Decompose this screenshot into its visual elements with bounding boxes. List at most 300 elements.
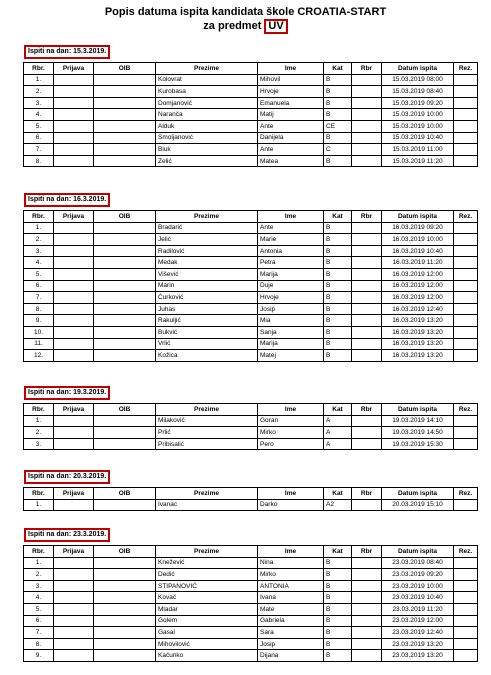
table-row xyxy=(24,338,478,350)
table-row xyxy=(24,222,478,234)
empty-cell xyxy=(94,603,156,615)
empty-cell xyxy=(54,109,94,121)
prezime-cell: Kurobasa xyxy=(156,86,258,98)
empty-cell xyxy=(352,109,382,121)
datum-cell: 23.03.2019 12:00 xyxy=(382,615,454,627)
prezime-cell: Kovač xyxy=(156,592,258,604)
empty-cell xyxy=(352,557,382,569)
kat-cell: B xyxy=(324,97,352,109)
table-row xyxy=(24,638,478,650)
prezime-cell: Kolovrat xyxy=(156,74,258,86)
column-header: Kat xyxy=(324,63,352,75)
ime-cell: Emanuela xyxy=(258,97,324,109)
empty-cell xyxy=(454,627,478,639)
section-date-label: Ispiti na dan: 23.3.2019. xyxy=(24,528,110,542)
table-row xyxy=(24,257,478,269)
page-subtitle xyxy=(0,19,491,34)
ime-cell: Josip xyxy=(258,638,324,650)
table-header-row xyxy=(24,404,478,416)
column-header: Prijava xyxy=(54,211,94,223)
row-number-cell: 2. xyxy=(24,86,54,98)
column-header: Kat xyxy=(324,488,352,500)
row-number-cell: 2. xyxy=(24,427,54,439)
column-header: Rbr. xyxy=(24,546,54,558)
prezime-cell: Mladar xyxy=(156,603,258,615)
empty-cell xyxy=(54,557,94,569)
empty-cell xyxy=(454,315,478,327)
empty-cell xyxy=(352,580,382,592)
empty-cell xyxy=(54,438,94,450)
column-header: Rbr xyxy=(352,63,382,75)
column-header: Prijava xyxy=(54,63,94,75)
datum-cell: 23.03.2019 13:20 xyxy=(382,638,454,650)
datum-cell: 15.03.2019 10:40 xyxy=(382,132,454,144)
table-row xyxy=(24,326,478,338)
section-date-label: Ispiti na dan: 16.3.2019. xyxy=(24,193,110,207)
empty-cell xyxy=(54,350,94,362)
empty-cell xyxy=(454,569,478,581)
empty-cell xyxy=(352,222,382,234)
datum-cell: 23.03.2019 11:20 xyxy=(382,603,454,615)
empty-cell xyxy=(54,650,94,662)
empty-cell xyxy=(94,638,156,650)
datum-cell: 15.03.2019 08:40 xyxy=(382,86,454,98)
table-header-row xyxy=(24,63,478,75)
empty-cell xyxy=(54,627,94,639)
row-number-cell: 2. xyxy=(24,234,54,246)
empty-cell xyxy=(454,234,478,246)
prezime-cell: Marin xyxy=(156,280,258,292)
empty-cell xyxy=(352,627,382,639)
column-header: Prezime xyxy=(156,211,258,223)
row-number-cell: 7. xyxy=(24,292,54,304)
kat-cell: B xyxy=(324,280,352,292)
prezime-cell: Zelić xyxy=(156,155,258,167)
row-number-cell: 1. xyxy=(24,222,54,234)
column-header: Prezime xyxy=(156,488,258,500)
exam-table xyxy=(23,545,478,662)
empty-cell xyxy=(94,120,156,132)
column-header: Rez. xyxy=(454,546,478,558)
datum-cell: 16.03.2019 13:20 xyxy=(382,315,454,327)
kat-cell: B xyxy=(324,603,352,615)
empty-cell xyxy=(352,427,382,439)
empty-cell xyxy=(54,326,94,338)
row-number-cell: 9. xyxy=(24,315,54,327)
column-header: Ime xyxy=(258,63,324,75)
empty-cell xyxy=(54,415,94,427)
empty-cell xyxy=(352,245,382,257)
column-header: Prezime xyxy=(156,404,258,416)
empty-cell xyxy=(94,257,156,269)
empty-cell xyxy=(94,280,156,292)
datum-cell: 16.03.2019 10:00 xyxy=(382,234,454,246)
ime-cell: Mate xyxy=(258,603,324,615)
row-number-cell: 6. xyxy=(24,280,54,292)
empty-cell xyxy=(454,132,478,144)
empty-cell xyxy=(94,592,156,604)
datum-cell: 23.03.2019 13:20 xyxy=(382,650,454,662)
row-number-cell: 1. xyxy=(24,557,54,569)
empty-cell xyxy=(454,280,478,292)
ime-cell: Ivana xyxy=(258,592,324,604)
column-header: Ime xyxy=(258,488,324,500)
row-number-cell: 2. xyxy=(24,569,54,581)
empty-cell xyxy=(352,86,382,98)
column-header: Rbr xyxy=(352,211,382,223)
table-row xyxy=(24,499,478,511)
empty-cell xyxy=(94,438,156,450)
row-number-cell: 8. xyxy=(24,155,54,167)
empty-cell xyxy=(54,155,94,167)
kat-cell: B xyxy=(324,627,352,639)
row-number-cell: 5. xyxy=(24,120,54,132)
kat-cell: A xyxy=(324,415,352,427)
empty-cell xyxy=(454,303,478,315)
kat-cell: B xyxy=(324,615,352,627)
empty-cell xyxy=(352,74,382,86)
empty-cell xyxy=(54,268,94,280)
section-date-label: Ispiti na dan: 19.3.2019. xyxy=(24,386,110,400)
kat-cell: B xyxy=(324,557,352,569)
table-row xyxy=(24,557,478,569)
empty-cell xyxy=(454,557,478,569)
table-row xyxy=(24,155,478,167)
empty-cell xyxy=(454,638,478,650)
empty-cell xyxy=(94,155,156,167)
table-row xyxy=(24,603,478,615)
empty-cell xyxy=(454,268,478,280)
table-row xyxy=(24,650,478,662)
empty-cell xyxy=(54,592,94,604)
empty-cell xyxy=(94,650,156,662)
empty-cell xyxy=(352,280,382,292)
empty-cell xyxy=(352,603,382,615)
empty-cell xyxy=(54,97,94,109)
prezime-cell: Domjanović xyxy=(156,97,258,109)
column-header: Rez. xyxy=(454,211,478,223)
empty-cell xyxy=(94,569,156,581)
column-header: OIB xyxy=(94,211,156,223)
subtitle-prefix: za predmet xyxy=(203,20,262,32)
empty-cell xyxy=(94,303,156,315)
row-number-cell: 1. xyxy=(24,499,54,511)
empty-cell xyxy=(454,650,478,662)
empty-cell xyxy=(54,638,94,650)
empty-cell xyxy=(54,603,94,615)
datum-cell: 15.03.2019 10:00 xyxy=(382,109,454,121)
row-number-cell: 3. xyxy=(24,97,54,109)
empty-cell xyxy=(94,109,156,121)
empty-cell xyxy=(54,315,94,327)
column-header: Rez. xyxy=(454,63,478,75)
exam-table xyxy=(23,62,478,167)
kat-cell: B xyxy=(324,638,352,650)
kat-cell: B xyxy=(324,132,352,144)
column-header: Rbr. xyxy=(24,63,54,75)
ime-cell: Mirko xyxy=(258,569,324,581)
empty-cell xyxy=(54,280,94,292)
table-row xyxy=(24,315,478,327)
empty-cell xyxy=(54,427,94,439)
row-number-cell: 8. xyxy=(24,638,54,650)
ime-cell: Marija xyxy=(258,268,324,280)
empty-cell xyxy=(94,580,156,592)
prezime-cell: STIPANOVIĆ xyxy=(156,580,258,592)
empty-cell xyxy=(94,415,156,427)
row-number-cell: 7. xyxy=(24,627,54,639)
empty-cell xyxy=(94,86,156,98)
column-header: Datum ispita xyxy=(382,404,454,416)
prezime-cell: Dedić xyxy=(156,569,258,581)
prezime-cell: Ivanac xyxy=(156,499,258,511)
datum-cell: 19.03.2019 15:30 xyxy=(382,438,454,450)
kat-cell: C xyxy=(324,144,352,156)
empty-cell xyxy=(94,97,156,109)
exam-table xyxy=(23,487,478,511)
column-header: OIB xyxy=(94,63,156,75)
empty-cell xyxy=(454,615,478,627)
empty-cell xyxy=(94,350,156,362)
row-number-cell: 4. xyxy=(24,109,54,121)
empty-cell xyxy=(352,97,382,109)
empty-cell xyxy=(454,427,478,439)
ime-cell: Matij xyxy=(258,109,324,121)
empty-cell xyxy=(94,557,156,569)
column-header: Rez. xyxy=(454,488,478,500)
empty-cell xyxy=(352,650,382,662)
empty-cell xyxy=(352,268,382,280)
ime-cell: Josip xyxy=(258,303,324,315)
empty-cell xyxy=(352,592,382,604)
empty-cell xyxy=(352,350,382,362)
empty-cell xyxy=(54,86,94,98)
row-number-cell: 3. xyxy=(24,438,54,450)
empty-cell xyxy=(454,245,478,257)
ime-cell: Goran xyxy=(258,415,324,427)
datum-cell: 16.03.2019 12:00 xyxy=(382,268,454,280)
empty-cell xyxy=(54,569,94,581)
empty-cell xyxy=(94,326,156,338)
kat-cell: B xyxy=(324,350,352,362)
column-header: Kat xyxy=(324,404,352,416)
table-row xyxy=(24,569,478,581)
ime-cell: ANTONIA xyxy=(258,580,324,592)
empty-cell xyxy=(54,580,94,592)
datum-cell: 23.03.2019 12:40 xyxy=(382,627,454,639)
ime-cell: Sanja xyxy=(258,326,324,338)
empty-cell xyxy=(94,245,156,257)
datum-cell: 19.03.2019 14:50 xyxy=(382,427,454,439)
table-row xyxy=(24,144,478,156)
empty-cell xyxy=(54,338,94,350)
empty-cell xyxy=(454,499,478,511)
empty-cell xyxy=(352,638,382,650)
kat-cell: B xyxy=(324,109,352,121)
prezime-cell: Kožica xyxy=(156,350,258,362)
kat-cell: B xyxy=(324,257,352,269)
kat-cell: B xyxy=(324,338,352,350)
empty-cell xyxy=(94,427,156,439)
kat-cell: B xyxy=(324,592,352,604)
column-header: Kat xyxy=(324,546,352,558)
ime-cell: Matea xyxy=(258,155,324,167)
empty-cell xyxy=(54,257,94,269)
row-number-cell: 8. xyxy=(24,303,54,315)
table-row xyxy=(24,580,478,592)
table-row xyxy=(24,109,478,121)
empty-cell xyxy=(94,499,156,511)
kat-cell: B xyxy=(324,326,352,338)
empty-cell xyxy=(454,292,478,304)
table-row xyxy=(24,303,478,315)
ime-cell: Duje xyxy=(258,280,324,292)
empty-cell xyxy=(454,592,478,604)
datum-cell: 15.03.2019 09:20 xyxy=(382,97,454,109)
kat-cell: B xyxy=(324,222,352,234)
prezime-cell: Alduk xyxy=(156,120,258,132)
kat-cell: B xyxy=(324,292,352,304)
prezime-cell: Medak xyxy=(156,257,258,269)
empty-cell xyxy=(454,326,478,338)
empty-cell xyxy=(54,292,94,304)
empty-cell xyxy=(352,234,382,246)
empty-cell xyxy=(454,415,478,427)
datum-cell: 16.03.2019 13:20 xyxy=(382,350,454,362)
datum-cell: 16.03.2019 13:20 xyxy=(382,338,454,350)
empty-cell xyxy=(94,144,156,156)
datum-cell: 23.03.2019 09:20 xyxy=(382,569,454,581)
row-number-cell: 9. xyxy=(24,650,54,662)
kat-cell: CE xyxy=(324,120,352,132)
column-header: Rbr xyxy=(352,404,382,416)
datum-cell: 15.03.2019 10:00 xyxy=(382,120,454,132)
table-row xyxy=(24,615,478,627)
table-row xyxy=(24,74,478,86)
column-header: Datum ispita xyxy=(382,546,454,558)
empty-cell xyxy=(94,268,156,280)
prezime-cell: Juhas xyxy=(156,303,258,315)
ime-cell: Sara xyxy=(258,627,324,639)
empty-cell xyxy=(94,234,156,246)
prezime-cell: Bradarić xyxy=(156,222,258,234)
table-row xyxy=(24,97,478,109)
kat-cell: B xyxy=(324,303,352,315)
prezime-cell: Smoljanović xyxy=(156,132,258,144)
ime-cell: Danijela xyxy=(258,132,324,144)
datum-cell: 16.03.2019 12:00 xyxy=(382,280,454,292)
kat-cell: A xyxy=(324,427,352,439)
kat-cell: B xyxy=(324,234,352,246)
datum-cell: 19.03.2019 14:10 xyxy=(382,415,454,427)
ime-cell: Pero xyxy=(258,438,324,450)
datum-cell: 15.03.2019 11:00 xyxy=(382,144,454,156)
empty-cell xyxy=(454,144,478,156)
exam-table xyxy=(23,210,478,362)
row-number-cell: 5. xyxy=(24,603,54,615)
empty-cell xyxy=(352,144,382,156)
column-header: Ime xyxy=(258,211,324,223)
table-header-row xyxy=(24,211,478,223)
empty-cell xyxy=(454,155,478,167)
prezime-cell: Ćurković xyxy=(156,292,258,304)
datum-cell: 15.03.2019 11:20 xyxy=(382,155,454,167)
datum-cell: 20.03.2019 15:10 xyxy=(382,499,454,511)
kat-cell: B xyxy=(324,569,352,581)
ime-cell: Darko xyxy=(258,499,324,511)
empty-cell xyxy=(54,144,94,156)
row-number-cell: 12. xyxy=(24,350,54,362)
datum-cell: 16.03.2019 10:40 xyxy=(382,245,454,257)
empty-cell xyxy=(352,155,382,167)
ime-cell: Marie xyxy=(258,234,324,246)
kat-cell: B xyxy=(324,650,352,662)
ime-cell: Nina xyxy=(258,557,324,569)
exam-table xyxy=(23,403,478,450)
row-number-cell: 1. xyxy=(24,74,54,86)
empty-cell xyxy=(352,326,382,338)
row-number-cell: 7. xyxy=(24,144,54,156)
empty-cell xyxy=(94,292,156,304)
table-row xyxy=(24,427,478,439)
column-header: Ime xyxy=(258,546,324,558)
row-number-cell: 6. xyxy=(24,132,54,144)
table-row xyxy=(24,280,478,292)
ime-cell: Hrvoje xyxy=(258,86,324,98)
table-row xyxy=(24,245,478,257)
empty-cell xyxy=(352,499,382,511)
column-header: Rbr xyxy=(352,546,382,558)
empty-cell xyxy=(54,499,94,511)
empty-cell xyxy=(94,627,156,639)
table-row xyxy=(24,350,478,362)
table-header-row xyxy=(24,546,478,558)
empty-cell xyxy=(352,415,382,427)
table-row xyxy=(24,234,478,246)
row-number-cell: 4. xyxy=(24,592,54,604)
datum-cell: 16.03.2019 13:20 xyxy=(382,326,454,338)
ime-cell: Matej xyxy=(258,350,324,362)
empty-cell xyxy=(94,132,156,144)
ime-cell: Ante xyxy=(258,120,324,132)
prezime-cell: Knežević xyxy=(156,557,258,569)
datum-cell: 16.03.2019 09:20 xyxy=(382,222,454,234)
empty-cell xyxy=(454,74,478,86)
row-number-cell: 1. xyxy=(24,415,54,427)
prezime-cell: Radilović xyxy=(156,245,258,257)
empty-cell xyxy=(94,338,156,350)
empty-cell xyxy=(352,569,382,581)
empty-cell xyxy=(94,315,156,327)
empty-cell xyxy=(54,303,94,315)
row-number-cell: 3. xyxy=(24,245,54,257)
ime-cell: Antonia xyxy=(258,245,324,257)
datum-cell: 23.03.2019 10:00 xyxy=(382,580,454,592)
empty-cell xyxy=(352,257,382,269)
kat-cell: A xyxy=(324,438,352,450)
prezime-cell: Pribisalić xyxy=(156,438,258,450)
datum-cell: 15.03.2019 08:00 xyxy=(382,74,454,86)
empty-cell xyxy=(454,120,478,132)
empty-cell xyxy=(54,120,94,132)
prezime-cell: Višević xyxy=(156,268,258,280)
empty-cell xyxy=(454,86,478,98)
row-number-cell: 4. xyxy=(24,257,54,269)
empty-cell xyxy=(54,74,94,86)
datum-cell: 16.03.2019 11:20 xyxy=(382,257,454,269)
kat-cell: B xyxy=(324,155,352,167)
prezime-cell: Vrlić xyxy=(156,338,258,350)
